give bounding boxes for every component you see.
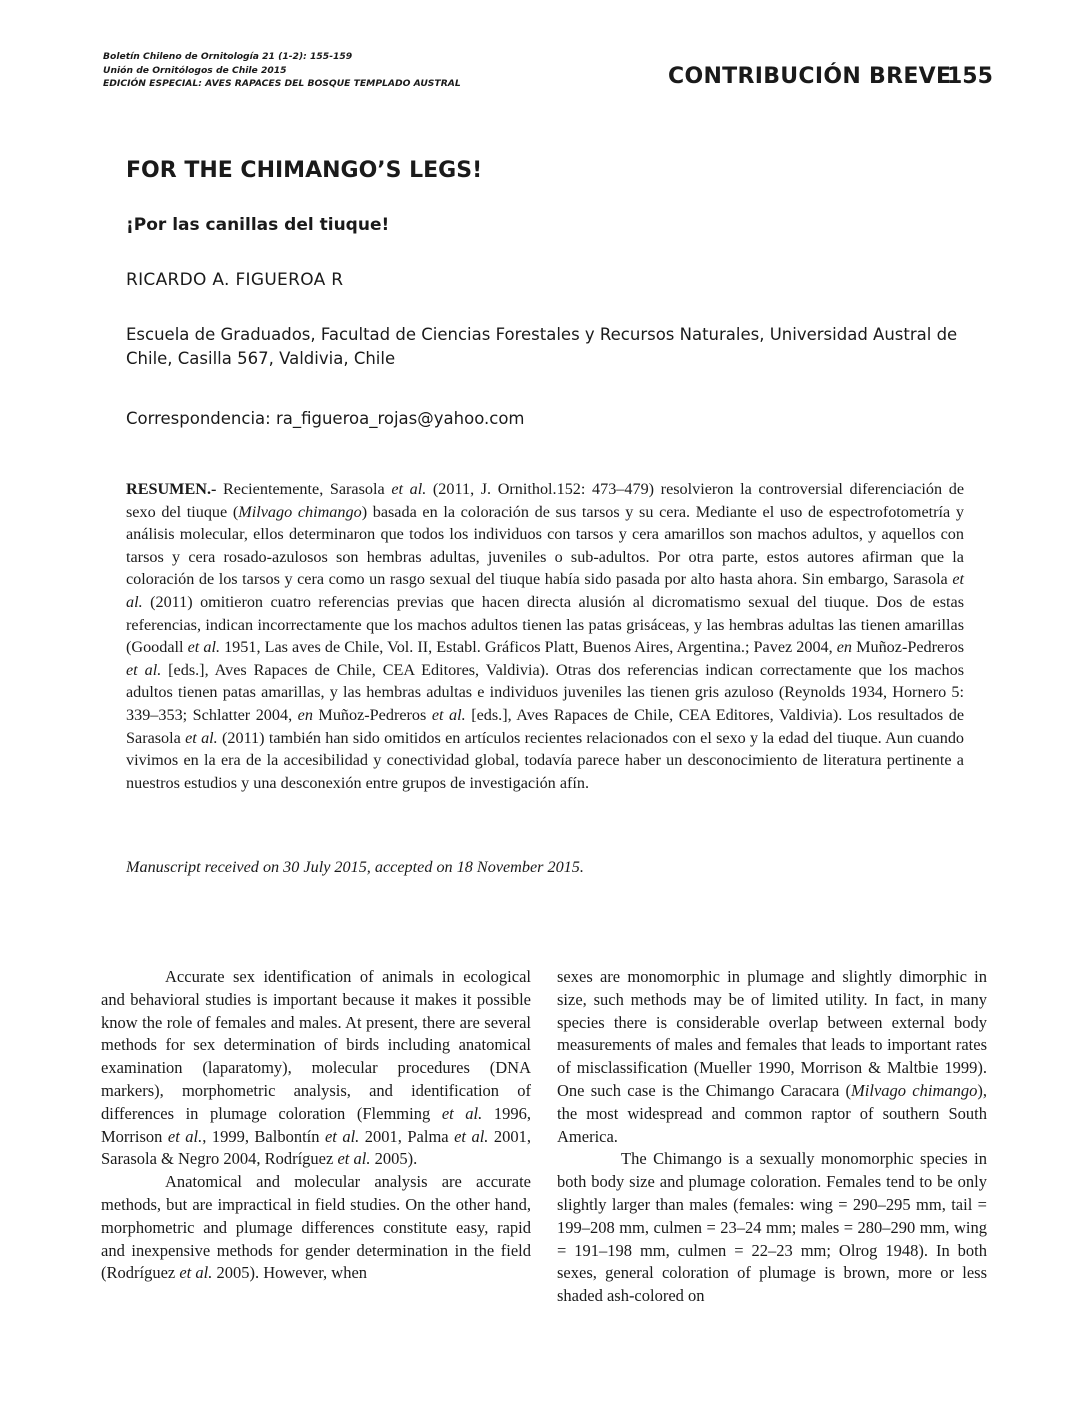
special-edition-label: EDICIÓN ESPECIAL: AVES RAPACES DEL BOSQUE TEMPLADO AUSTRAL [103,78,461,89]
abstract-text: (2011) también han sido omitidos en artículos recientes relacionados con el sexo y la edad del tiuque. Aun cuando vivimos en la era de la accesibilidad y conectividad global, todavía parece haber un desconocimiento de literatura pertinente a nuestros estudios y una desconexión entre grupos de investigación afín. [126,728,965,792]
author-affiliation: Escuela de Graduados, Facultad de Ciencias Forestales y Recursos Naturales, Universidad Austral de Chile, Casilla 567, Valdivia, Chile [126,325,958,368]
body-italic: et al. [324,1126,360,1146]
body-text: sexes are monomorphic in plumage and slightly dimorphic in size, such methods may be of limited utility. In fact, in many species there is considerable overlap between external body measurements of males and females that leads to important rates of misclassification (Mueller 1990, Morrison & Maltbie 1999). One such case is the Chimango Caracara ( [557,967,987,1100]
author-name: RICARDO A. FIGUEROA R [126,270,344,290]
abstract-italic: et al. [187,638,221,657]
body-text: Accurate sex identification of animals in ecological and behavioral studies is important because it makes it possible know the role of females and males. At present, there are several methods for sex determination of birds including anatomical examination (laparatomy), molecular procedures (DNA markers), morphometric analysis, and identification of differences in plumage coloration (Flemming [101,967,531,1123]
journal-publisher: Unión de Ornitólogos de Chile 2015 [103,64,287,76]
abstract-italic: et al. [126,660,162,679]
journal-info [103,50,461,91]
body-text: Anatomical and molecular analysis are accurate methods, but are impractical in field studies. On the other hand, morphometric and plumage differences constitute easy, rapid and inexpensive methods for gender determination in the field (Rodríguez [101,1172,531,1283]
abstract-text: Recientemente, Sarasola [216,480,392,498]
article-title: FOR THE CHIMANGO’S LEGS! [126,158,483,183]
abstract-italic: et al. [185,728,218,747]
body-text: 2001, Sarasola & Negro 2004, Rodríguez [101,1126,532,1169]
paragraph [101,1171,531,1285]
journal-citation: Boletín Chileno de Ornitología 21 (1-2): 155-159 [103,51,353,62]
body-italic: et al. [337,1149,371,1169]
body-italic: et al. [179,1263,213,1283]
body-italic: Milvago chimango [851,1080,978,1100]
abstract-text: [eds.], Aves Rapaces de Chile, CEA Editores, Valdivia). Otras dos referencias indican correctamente que los machos adultos tienen patas amarillas, y las hembras adultas e individuos juveniles las tienen gris azuloso (Reynolds 1934, Hornero 5: 339–353; Schlatter 2004, [126,660,964,724]
article-subtitle: ¡Por las canillas del tiuque! [126,215,390,235]
abstract-text: ) basada en la coloración de sus tarsos y su cera. Mediante el uso de espectrofotometría y análisis molecular, ellos determinaron que todos los individuos con tarsos y cera amarillos son machos adultos, y aquellos con tarsos y cera rosado-azulosos son hembras adultas, juveniles o sub-adultos. Por otra parte, estos autores afirman que la coloración de los tarsos y cera como un rasgo sexual del tiuque había sido pasada por alto hasta ahora. Sin embargo, Sarasola [126,502,964,589]
manuscript-received-note: Manuscript received on 30 July 2015, accepted on 18 November 2015. [126,858,584,876]
body-italic: et al. [454,1126,489,1146]
abstract-italic: et al. [391,480,427,498]
body-italic: et al. [441,1103,483,1123]
body-column-right [557,966,987,1308]
body-text: 2005). However, when [212,1263,368,1283]
abstract-italic: en [836,638,853,657]
body-column-left [101,966,531,1285]
abstract-text: 1951, Las aves de Chile, Vol. II, Establ. Gráficos Platt, Buenos Aires, Argentina.; Pavez 2004, [220,638,837,657]
paragraph: The Chimango is a sexually monomorphic species in both body size and plumage coloration. Females tend to be only slightly larger than males (females: wing = 290–295 mm, tail = 199–208 mm, culmen = 23–24 mm; males = 280–290 mm, wing = 191–198 mm, culmen = 22–23 mm; Olrog 1948). In both sexes, general coloration of plumage is brown, more or less shaded ash-colored on [557,1149,987,1306]
body-text: 2005). [370,1149,418,1169]
body-text: , 1999, Balbontín [202,1126,325,1146]
abstract-italic: en [297,705,313,724]
abstract-text: Muñoz-Pedreros [852,638,964,657]
body-text: 1996, Morrison [101,1103,531,1146]
abstract [126,478,964,794]
body-italic: et al. [167,1126,203,1146]
abstract-text: (2011, J. Ornithol.152: 473–479) resolvieron la controversial diferenciación de sexo del tiuque ( [126,480,965,521]
abstract-text: Muñoz-Pedreros [312,705,432,724]
paragraph [101,966,531,1171]
abstract-text: [eds.], Aves Rapaces de Chile, CEA Editores, Valdivia). Los resultados de Sarasola [126,705,965,747]
abstract-italic: Milvago chimango [238,502,362,521]
body-text: 2001, Palma [359,1126,455,1146]
abstract-label: RESUMEN.- [126,480,217,498]
abstract-italic: et al. [126,570,964,611]
correspondence: Correspondencia: ra_figueroa_rojas@yahoo.com [126,409,525,428]
abstract-text: (2011) omitieron cuatro referencias previas que hacen directa alusión al dicromatismo sexual del tiuque. Dos de estas referencias, indican incorrectamente que los machos adultos tienen las patas grisáceas, y las hembras adultas las tienen amarillas (Goodall [126,592,964,657]
paragraph [557,966,987,1148]
body-text: ), the most widespread and common raptor of southern South America. [557,1080,987,1146]
abstract-italic: et al. [431,705,466,724]
page-number: 155 [947,64,993,89]
section-label: CONTRIBUCIÓN BREVE [668,64,952,89]
